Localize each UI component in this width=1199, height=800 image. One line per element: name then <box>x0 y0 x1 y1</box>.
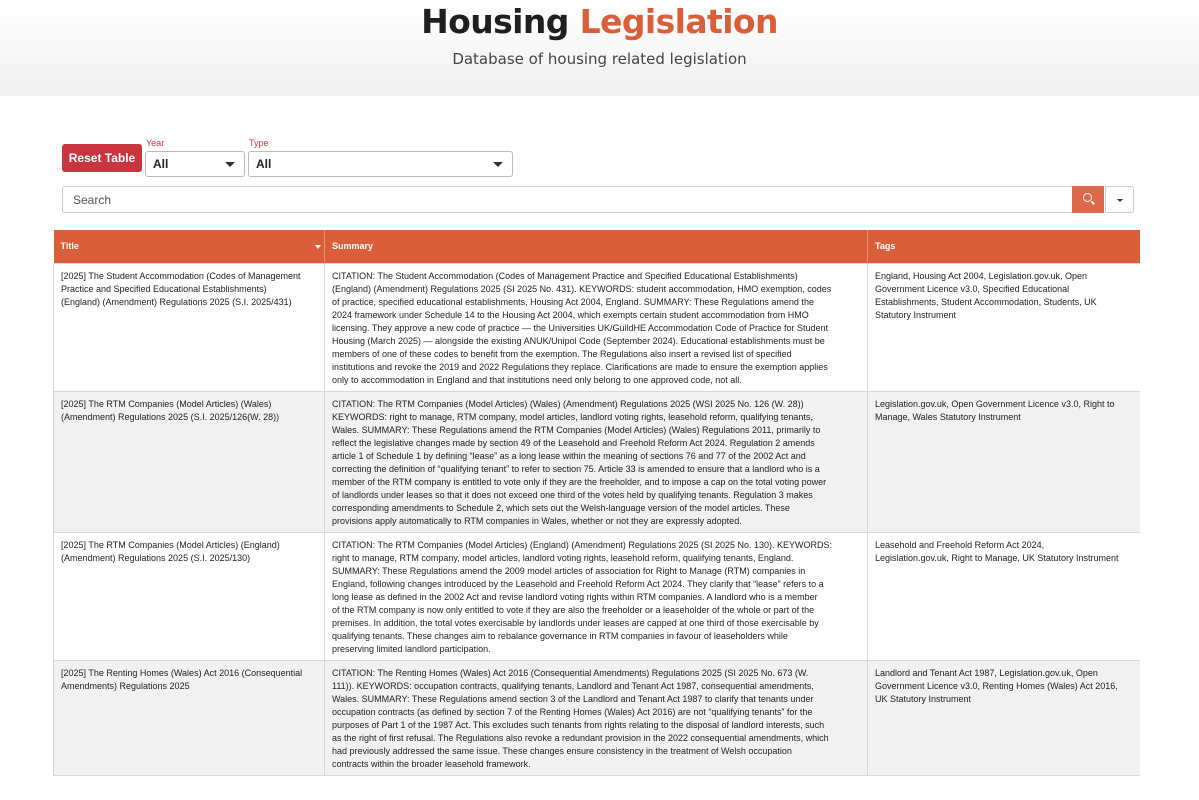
type-filter-label: Type <box>249 138 269 148</box>
title-legislation: Legislation <box>579 2 778 41</box>
page-header <box>0 0 1199 96</box>
row-summary: CITATION: The Renting Homes (Wales) Act 2016 (Consequential Amendments) Regulations 2025 (SI 2025 No. 673 (W. 111)). KEYWORDS: occupation contracts, qualifying tenants, Landlord and Tenant Act 1987, consequential amendments, Wales. SUMMARY: These Regulations amend section 3 of the Landlord and Tenant Act 1987 to clarify that tenants under occupation contracts (as defined by section 7 of the Renting Homes (Wales) Act 2016) are not “qualifying tenants” for the purposes of Part 1 of the 1987 Act. This excludes such tenants from rights relating to the disposal of landlord interests, such as the right of first refusal. The Regulations also revoke a redundant provision in the 2022 consequential amendments, which had previously addressed the same issue. These changes ensure consistency in the treatment of Welsh occupation contracts within the broader leasehold framework. <box>325 660 868 775</box>
row-summary: CITATION: The RTM Companies (Model Articles) (England) (Amendment) Regulations 2025 (SI 2025 No. 130). KEYWORDS: right to manage, RTM company, model articles, landlord voting rights, leasehold reform, qualifying tenants, England. SUMMARY: These Regulations amend the 2009 model articles of association for Right to Manage (RTM) companies in England, following changes introduced by the Leasehold and Freehold Reform Act 2024. They clarify that “lease” refers to a long lease as defined in the 2002 Act and revise landlord voting rights within RTM companies. A landlord who is a member of the RTM company is now only entitled to vote if they are also the freeholder or a leaseholder of the whole or part of the premises. In addition, the total votes exercisable by landlords under leases are capped at one third of those exercisable by qualifying tenants. These changes aim to rebalance governance in RTM companies in favour of leaseholders while preserving limited landlord participation. <box>325 532 868 660</box>
page-subtitle: Database of housing related legislation <box>452 50 747 68</box>
sort-icon <box>315 245 321 249</box>
row-title: [2025] The RTM Companies (Model Articles) (England) (Amendment) Regulations 2025 (S.I. 2025/130) <box>54 532 325 660</box>
reset-table-button[interactable]: Reset Table <box>62 144 142 172</box>
search-options-button[interactable] <box>1105 186 1134 213</box>
search-icon-handle <box>1091 201 1095 205</box>
year-filter-value: All <box>153 157 169 171</box>
table-row[interactable] <box>54 532 1141 660</box>
row-summary: CITATION: The RTM Companies (Model Articles) (Wales) (Amendment) Regulations 2025 (WSI 2025 No. 126 (W. 28)) KEYWORDS: right to manage, RTM company, model articles, landlord voting rights, leasehold reform, qualifying tenants, Wales. SUMMARY: These Regulations amend the RTM Companies (Model Articles) (Wales) Regulations 2011, primarily to reflect the legislative changes made by section 49 of the Leasehold and Freehold Reform Act 2024. Regulation 2 amends article 1 of Schedule 1 by defining “lease” as a long lease within the meaning of sections 76 and 77 of the 2002 Act and correcting the definition of “qualifying tenant” to refer to section 75. Article 33 is amended to ensure that a landlord who is a member of the RTM company is entitled to vote only if they are the freeholder, and to impose a cap on the total voting power of landlords under leases so that it does not exceed one third of the votes held by qualifying tenants. Regulation 3 makes corresponding amendments to Schedule 2, which sets out the Welsh-language version of the model articles. These provisions apply automatically to RTM companies in Wales, whether or not they are expressly adopted. <box>325 391 868 532</box>
search-input[interactable] <box>62 186 1072 213</box>
chevron-down-icon <box>1117 199 1123 202</box>
column-header-tags[interactable] <box>868 230 1141 263</box>
column-header-summary[interactable] <box>325 230 868 263</box>
row-title: [2025] The RTM Companies (Model Articles) (Wales) (Amendment) Regulations 2025 (S.I. 2025/126(W. 28)) <box>54 391 325 532</box>
type-filter-value: All <box>256 157 272 171</box>
chevron-down-icon <box>225 162 235 167</box>
type-filter-select[interactable] <box>248 151 513 177</box>
column-header-summary-label: Summary <box>332 241 374 252</box>
row-tags: Landlord and Tenant Act 1987, Legislation.gov.uk, Open Government Licence v3.0, Renting Homes (Wales) Act 2016, UK Statutory Instrument <box>868 660 1141 775</box>
row-summary: CITATION: The Student Accommodation (Codes of Management Practice and Specified Educational Establishments) (England) (Amendment) Regulations 2025 (SI 2025 No. 431). KEYWORDS: student accommodation, HMO exemption, codes of practice, specified educational establishments, Housing Act 2004, England. SUMMARY: These Regulations amend the 2024 framework under Schedule 14 to the Housing Act 2004, which exempts certain student accommodation from HMO licensing. They approve a new code of practice — the Universities UK/GuildHE Accommodation Code of Practice for Student Housing (March 2025) — alongside the existing ANUK/Unipol Code (September 2024). Educational establishments must be members of one of these codes to benefit from the exemption. The Regulations also insert a revised list of specified institutions and revoke the 2019 and 2022 Regulations they replace. Clarifications are made to ensure the exemption applies only to accommodation in England and that institutions need only belong to one approved code, not all. <box>325 263 868 391</box>
table-row[interactable] <box>54 660 1141 775</box>
year-filter-select[interactable] <box>145 151 245 177</box>
column-header-tags-label: Tags <box>875 241 896 252</box>
legislation-table <box>53 230 1140 800</box>
year-filter-label: Year <box>146 138 165 148</box>
table-row[interactable] <box>54 391 1141 532</box>
column-header-title[interactable] <box>54 230 325 263</box>
row-tags: England, Housing Act 2004, Legislation.gov.uk, Open Government Licence v3.0, Specified Educational Establishments, Student Accommodation, Students, UK Statutory Instrument <box>868 263 1141 391</box>
chevron-down-icon <box>493 162 503 167</box>
row-tags: Leasehold and Freehold Reform Act 2024, Legislation.gov.uk, Right to Manage, UK Statutory Instrument <box>868 532 1141 660</box>
page-title <box>0 2 1199 42</box>
row-title: [2025] The Renting Homes (Wales) Act 2016 (Consequential Amendments) Regulations 2025 <box>54 660 325 775</box>
table-header-row <box>54 230 1141 263</box>
table-row[interactable] <box>54 263 1141 391</box>
search-button[interactable] <box>1072 186 1104 213</box>
row-tags: Legislation.gov.uk, Open Government Licence v3.0, Right to Manage, Wales Statutory Instrument <box>868 391 1141 532</box>
title-housing: Housing <box>421 2 569 41</box>
column-header-title-label: Title <box>60 241 79 252</box>
row-title: [2025] The Student Accommodation (Codes of Management Practice and Specified Educational Establishments) (England) (Amendment) Regulations 2025 (S.I. 2025/431) <box>54 263 325 391</box>
search-bar <box>62 186 1134 213</box>
